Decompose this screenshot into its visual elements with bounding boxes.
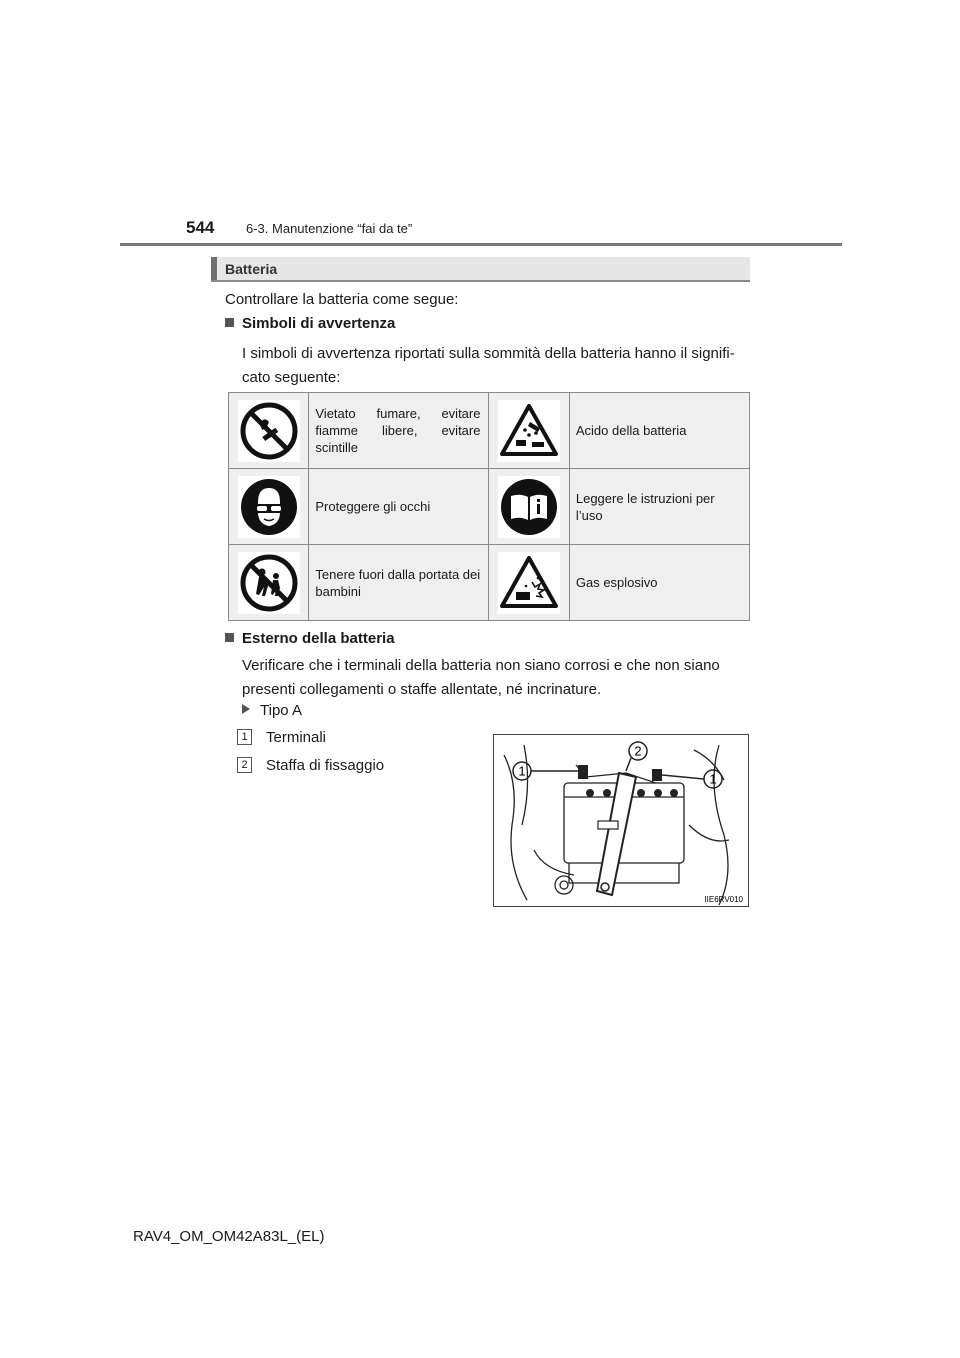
no-smoking-label: Vietato fumare, evitare fiamme libere, evitare scintille xyxy=(309,393,489,469)
battery-figure xyxy=(493,734,749,907)
callout-2: 2 xyxy=(634,743,642,759)
warning-symbols-description: I simboli di avvertenza riportati sulla sommità della batteria hanno il signifi- cato seguente: xyxy=(242,345,735,386)
legend-item: 1 Terminali xyxy=(237,729,326,746)
no-smoking-icon xyxy=(238,400,300,462)
footer-code: RAV4_OM_OM42A83L_(EL) xyxy=(133,1228,325,1245)
header-rule xyxy=(120,243,842,246)
exterior-heading: Esterno della batteria xyxy=(225,630,395,647)
battery-illustration xyxy=(494,735,748,906)
table-row xyxy=(229,545,750,621)
intro-text: Controllare la batteria come segue: xyxy=(225,291,459,308)
read-instructions-icon xyxy=(498,476,560,538)
explosive-gas-label: Gas esplosivo xyxy=(569,545,749,621)
keep-away-from-children-label: Tenere fuori dalla portata dei bambini xyxy=(309,545,489,621)
type-label: Tipo A xyxy=(242,702,302,719)
explosive-gas-icon xyxy=(498,552,560,614)
warning-symbols-heading: Simboli di avvertenza xyxy=(225,315,395,332)
keep-away-from-children-icon xyxy=(238,552,300,614)
figure-code: IIE6RV010 xyxy=(704,895,743,904)
warning-symbols-table xyxy=(228,392,750,621)
battery-acid-label: Acido della batteria xyxy=(569,393,749,469)
table-row xyxy=(229,469,750,545)
exterior-description: Verificare che i terminali della batteria non siano corrosi e che non siano presenti collegamenti o staffe allentate, né incrinature. xyxy=(242,657,720,698)
battery-acid-icon xyxy=(498,400,560,462)
triangle-bullet-icon xyxy=(242,704,250,714)
eye-protection-label: Proteggere gli occhi xyxy=(309,469,489,545)
eye-protection-icon xyxy=(238,476,300,538)
section-bar-marker xyxy=(211,257,217,280)
read-instructions-label: Leggere le istruzioni per l’uso xyxy=(569,469,749,545)
legend-item: 2 Staffa di fissaggio xyxy=(237,757,384,774)
table-row xyxy=(229,393,750,469)
section-title: 6-3. Manutenzione “fai da te” xyxy=(246,221,413,236)
square-bullet-icon xyxy=(225,318,234,327)
section-bar xyxy=(211,257,750,282)
section-bar-title: Batteria xyxy=(225,261,278,277)
page-number: 544 xyxy=(186,218,215,237)
callout-1: 1 xyxy=(518,763,526,779)
square-bullet-icon xyxy=(225,633,234,642)
callout-1: 1 xyxy=(709,771,717,787)
